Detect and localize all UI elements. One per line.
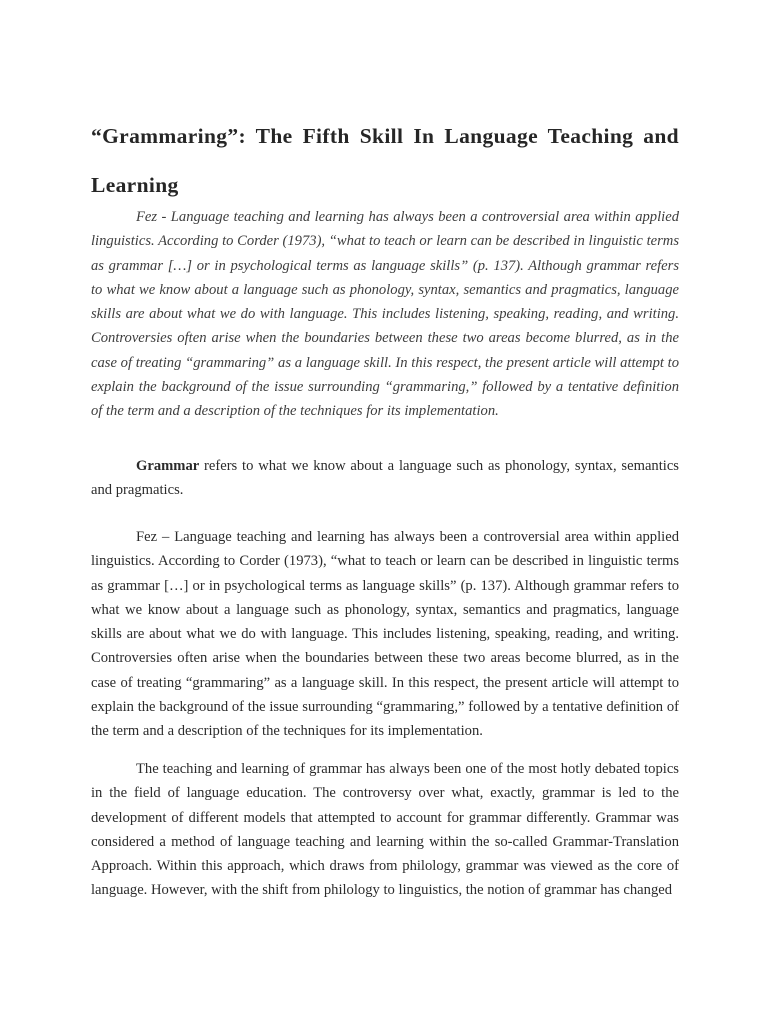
grammar-definition-text: refers to what we know about a language such as phonology, syntax, semantics and pragmatics.: [91, 458, 679, 499]
intro-paragraph: Fez – Language teaching and learning has always been a controversial area within applied linguistics. According to Corder (1973), “what to teach or learn can be described in linguistic terms as grammar […] or in psychological terms as language skills” (p. 137). Although grammar refers to what we know about a language such as phonology, syntax, semantics and pragmatics, language skills are about what we do with language. This includes listening, speaking, reading, and writing. Controversies often arise when the boundaries between these two areas become blurred, as in the case of treating “grammaring” as a language skill. In this respect, the present article will attempt to explain the background of the issue surrounding “grammaring,” followed by a tentative definition of the term and a description of the techniques for its implementation.: [91, 529, 679, 740]
grammar-definition-paragraph: [91, 454, 679, 503]
article-title: “Grammaring”: The Fifth Skill In Language Teaching and Learning: [91, 124, 679, 197]
teaching-paragraph: The teaching and learning of grammar has always been one of the most hotly debated topics in the field of language education. The controversy over what, exactly, grammar is led to the development of different models that attempted to account for grammar differently. Grammar was considered a method of language teaching and learning within the so-called Grammar-Translation Approach. Within this approach, which draws from philology, grammar was viewed as the core of language. However, with the shift from philology to linguistics, the notion of grammar has changed: [91, 761, 679, 899]
grammar-term: Grammar: [136, 458, 200, 474]
abstract-paragraph: Fez - Language teaching and learning has always been a controversial area within applied linguistics. According to Corder (1973), “what to teach or learn can be described in linguistic terms as grammar […] or in psychological terms as language skills” (p. 137). Although grammar refers to what we know about a language such as phonology, syntax, semantics and pragmatics, language skills are about what we do with language. This includes listening, speaking, reading, and writing. Controversies often arise when the boundaries between these two areas become blurred, as in the case of treating “grammaring” as a language skill. In this respect, the present article will attempt to explain the background of the issue surrounding “grammaring,” followed by a tentative definition of the term and a description of the techniques for its implementation.: [91, 209, 679, 420]
